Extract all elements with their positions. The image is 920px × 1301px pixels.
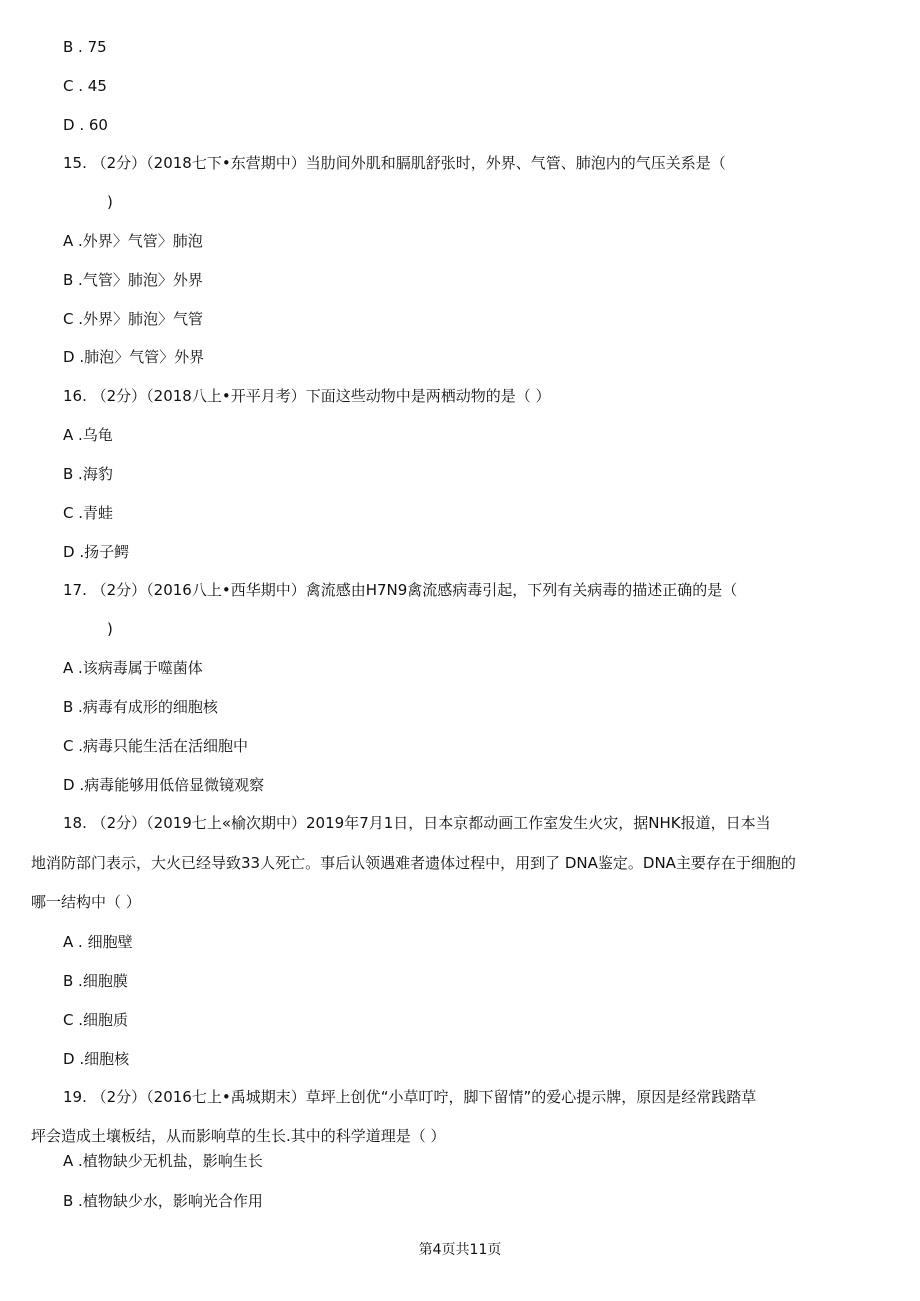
q14-option-d: D . 60 — [63, 116, 108, 134]
q19-stem: 19. （2分）（2016七上•禹城期末）草坪上创优“小草叮咛，脚下留情”的爱心提示牌，原因是经常践踏草 — [63, 1088, 757, 1106]
q16-stem: 16. （2分）（2018八上•开平月考）下面这些动物中是两栖动物的是（ ） — [63, 387, 551, 405]
q19-option-b: B .植物缺少水，影响光合作用 — [63, 1192, 263, 1210]
q15-option-a: A .外界〉气管〉肺泡 — [63, 232, 203, 250]
q16-option-d: D .扬子鳄 — [63, 543, 130, 561]
q15-option-b: B .气管〉肺泡〉外界 — [63, 271, 203, 289]
q15-stem-cont: ) — [107, 193, 113, 211]
q17-option-d: D .病毒能够用低倍显微镜观察 — [63, 776, 265, 794]
q15-option-d: D .肺泡〉气管〉外界 — [63, 348, 205, 366]
q16-option-a: A .乌龟 — [63, 426, 113, 444]
q15-option-c: C .外界〉肺泡〉气管 — [63, 310, 204, 328]
q18-option-c: C .细胞质 — [63, 1011, 129, 1029]
q18-option-b: B .细胞膜 — [63, 972, 128, 990]
q18-stem-line2: 地消防部门表示，大火已经导致33人死亡。事后认领遇难者遗体过程中，用到了 DNA鉴定。DNA主要存在于细胞的 — [31, 854, 796, 872]
q18-option-a: A . 细胞壁 — [63, 933, 133, 951]
q18-stem: 18. （2分）（2019七上«榆次期中）2019年7月1日，日本京都动画工作室发生火灾，据NHK报道，日本当 — [63, 814, 771, 832]
q19-stem-line2: 坪会造成土壤板结，从而影响草的生长.其中的科学道理是（ ） — [31, 1127, 446, 1145]
q17-option-b: B .病毒有成形的细胞核 — [63, 698, 218, 716]
q17-option-c: C .病毒只能生活在活细胞中 — [63, 737, 249, 755]
q14-option-c: C . 45 — [63, 77, 107, 95]
q17-option-a: A .该病毒属于噬菌体 — [63, 659, 203, 677]
q15-stem: 15. （2分）（2018七下•东营期中）当肋间外肌和膈肌舒张时，外界、气管、肺泡内的气压关系是（ — [63, 154, 726, 172]
q16-option-b: B .海豹 — [63, 465, 113, 483]
q19-option-a: A .植物缺少无机盐，影响生长 — [63, 1152, 263, 1170]
q18-option-d: D .细胞核 — [63, 1050, 130, 1068]
q17-stem-cont: ) — [107, 620, 113, 638]
q16-option-c: C .青蛙 — [63, 504, 114, 522]
q18-stem-line3: 哪一结构中（ ） — [31, 893, 141, 911]
page-footer: 第4页共11页 — [418, 1242, 502, 1258]
q14-option-b: B . 75 — [63, 38, 107, 56]
q17-stem: 17. （2分）（2016八上•西华期中）禽流感由H7N9禽流感病毒引起，下列有关病毒的描述正确的是（ — [63, 581, 738, 599]
